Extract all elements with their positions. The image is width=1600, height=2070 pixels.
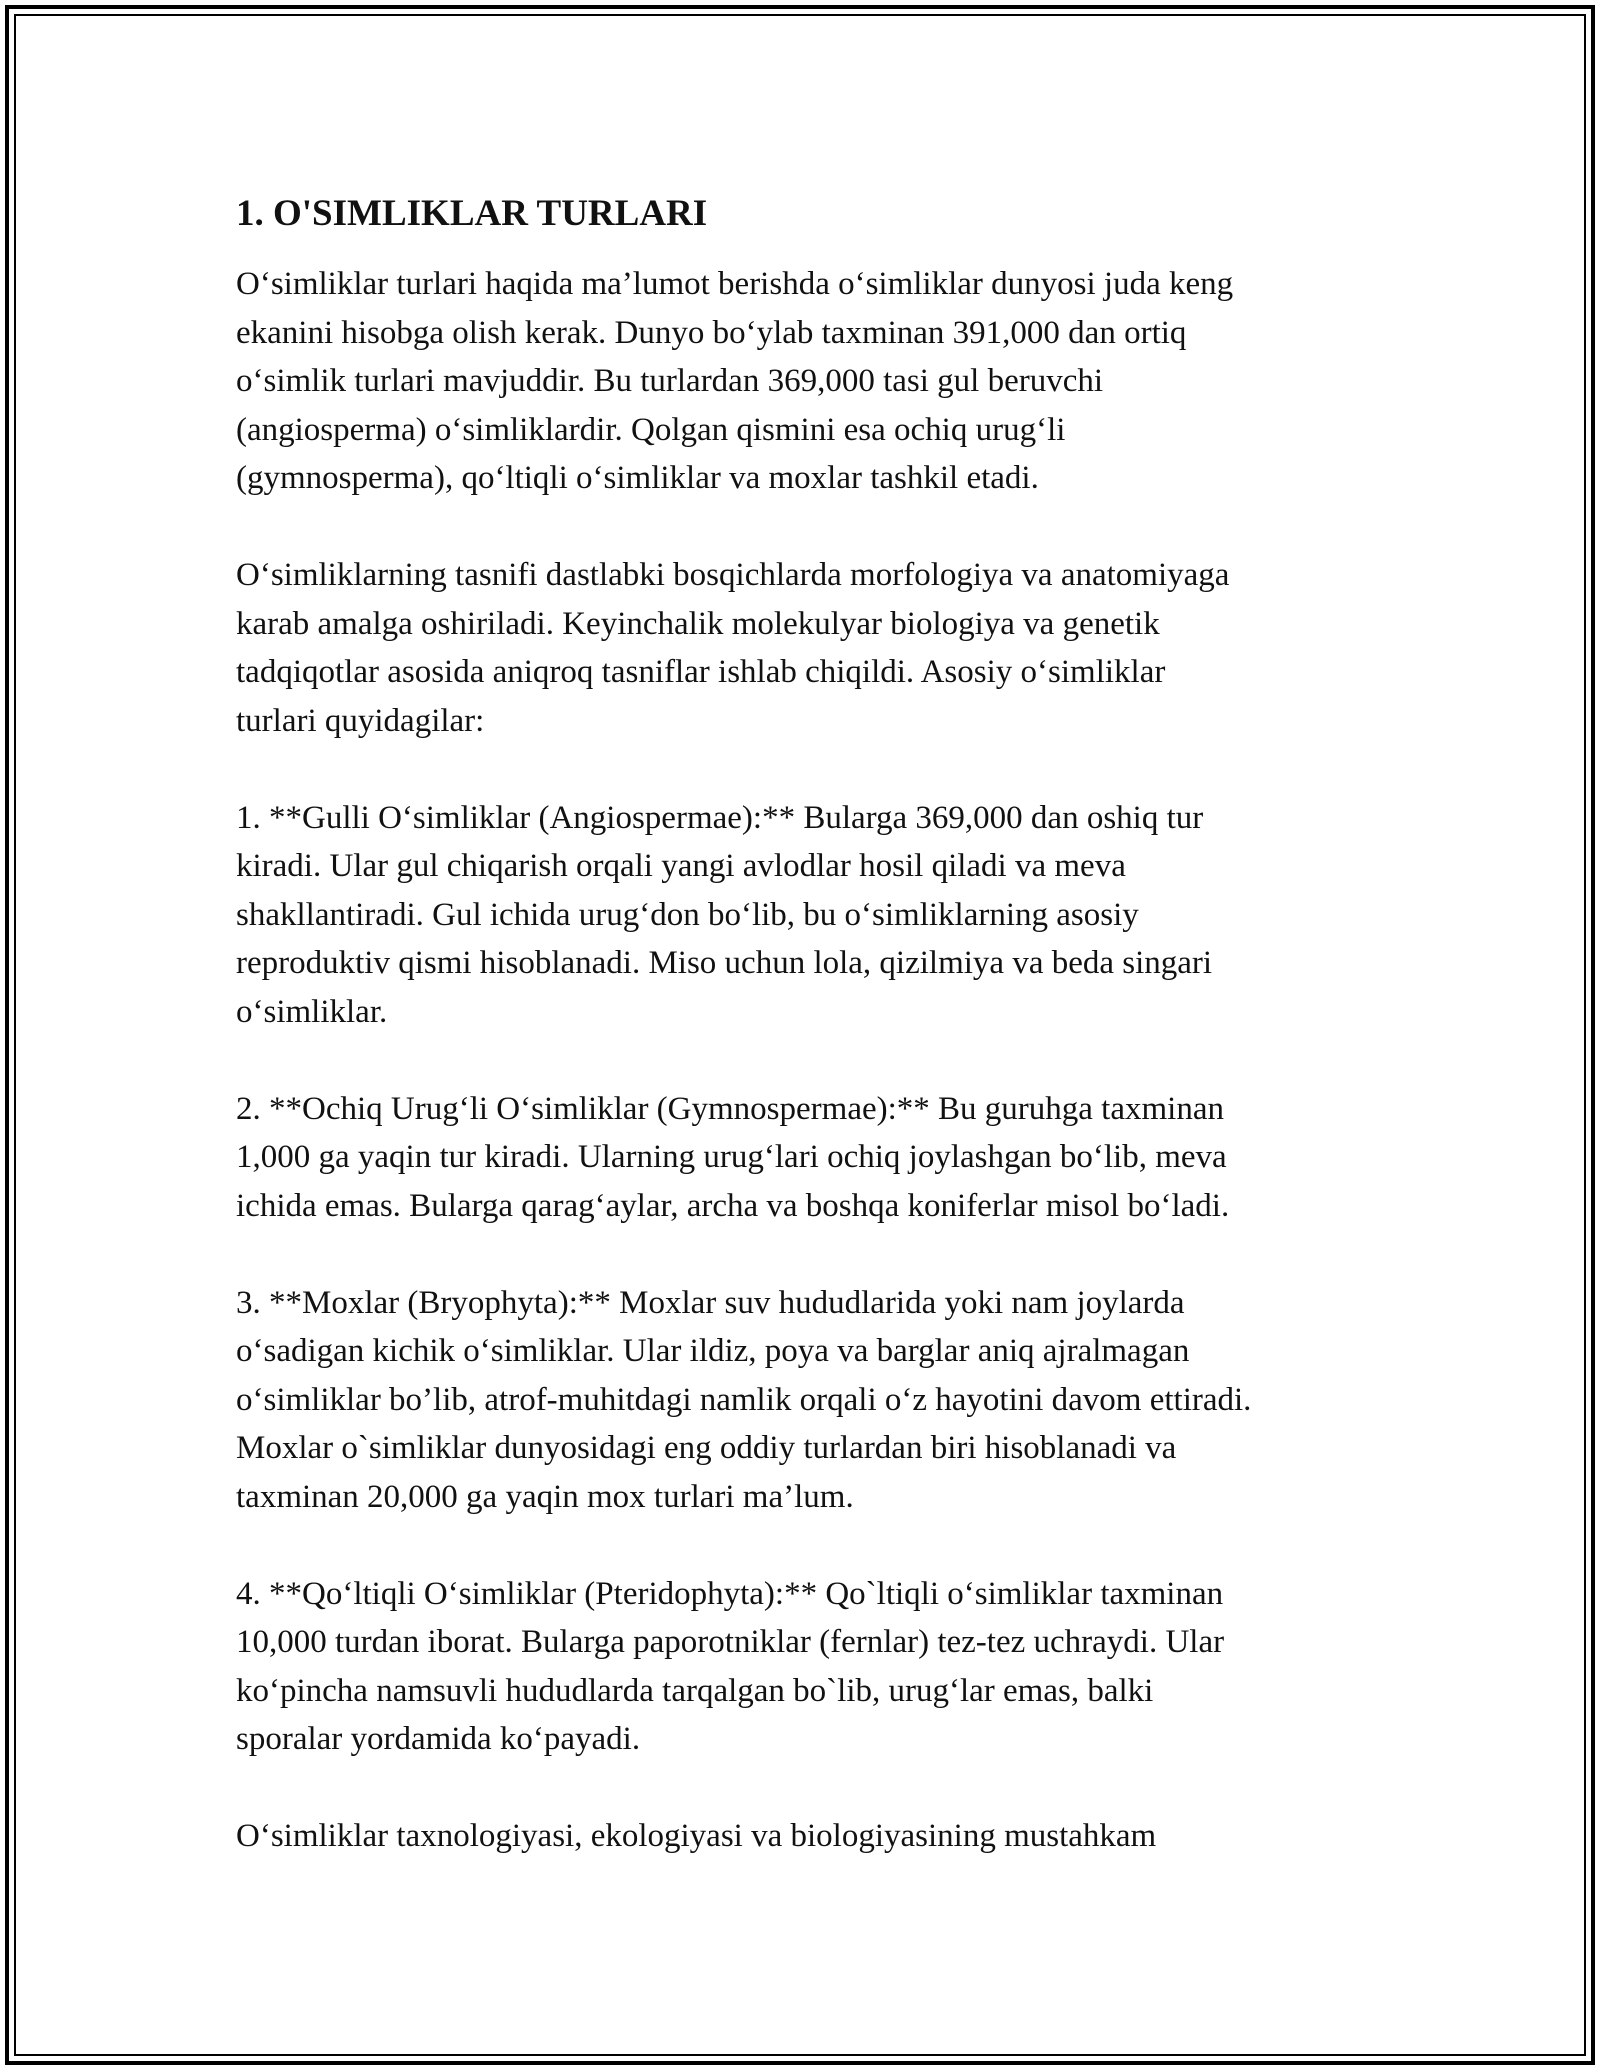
paragraph-gymnospermae xyxy=(236,1085,1376,1231)
text-line: O‘simliklarning tasnifi dastlabki bosqichlarda morfologiya va anatomiyaga xyxy=(236,557,1230,593)
text-line: turlari quyidagilar: xyxy=(236,702,485,739)
text-line: ekanini hisobga olish kerak. Dunyo bo‘ylab taxminan 391,000 dan ortiq xyxy=(236,314,1187,351)
paragraph-angiospermae xyxy=(236,794,1376,1037)
text-line: tadqiqotlar asosida aniqroq tasniflar ishlab chiqildi. Asosiy o‘simliklar xyxy=(236,654,1166,690)
text-line: 10,000 turdan iborat. Bularga paporotniklar (fernlar) tez-tez uchraydi. Ular xyxy=(236,1624,1225,1660)
text-line: o‘sadigan kichik o‘simliklar. Ular ildiz, poya va barglar aniq ajralmagan xyxy=(236,1333,1190,1369)
text-line: 2. **Ochiq Urug‘li O‘simliklar (Gymnospermae):** Bu guruhga taxminan xyxy=(236,1090,1224,1127)
paragraph-intro xyxy=(236,260,1376,503)
paragraph-bryophyta xyxy=(236,1279,1376,1522)
text-line: shakllantiradi. Gul ichida urug‘don bo‘lib, bu o‘simliklarning asosiy xyxy=(236,896,1139,933)
text-line: ko‘pincha namsuvli hududlarda tarqalgan bo`lib, urug‘lar emas, balki xyxy=(236,1672,1154,1709)
paragraph-pteridophyta xyxy=(236,1570,1376,1764)
text-line: O‘simliklar taxnologiyasi, ekologiyasi va biologiyasining mustahkam xyxy=(236,1818,1157,1854)
paragraph-classification xyxy=(236,551,1376,745)
text-line: 3. **Moxlar (Bryophyta):** Moxlar suv hududlarida yoki nam joylarda xyxy=(236,1284,1185,1321)
text-line: taxminan 20,000 ga yaqin mox turlari ma’lum. xyxy=(236,1478,854,1515)
text-line: 4. **Qo‘ltiqli O‘simliklar (Pteridophyta):** Qo`ltiqli o‘simliklar taxminan xyxy=(236,1575,1224,1612)
document-body xyxy=(236,188,1376,1909)
text-line: o‘simliklar. xyxy=(236,993,388,1030)
text-line: 1. **Gulli O‘simliklar (Angiospermae):** Bularga 369,000 dan oshiq tur xyxy=(236,799,1204,836)
text-line: ichida emas. Bularga qarag‘aylar, archa va boshqa koniferlar misol bo‘ladi. xyxy=(236,1187,1230,1224)
text-line: Moxlar o`simliklar dunyosidagi eng oddiy turlardan biri hisoblanadi va xyxy=(236,1430,1177,1466)
text-line: kiradi. Ular gul chiqarish orqali yangi avlodlar hosil qiladi va meva xyxy=(236,848,1126,884)
text-line: (angiosperma) o‘simliklardir. Qolgan qismini esa ochiq urug‘li xyxy=(236,411,1066,448)
text-line: reproduktiv qismi hisoblanadi. Miso uchun lola, qizilmiya va beda singari xyxy=(236,945,1213,981)
text-line: O‘simliklar turlari haqida ma’lumot berishda o‘simliklar dunyosi juda keng xyxy=(236,266,1234,302)
paragraph-closing xyxy=(236,1812,1376,1861)
text-line: o‘simlik turlari mavjuddir. Bu turlardan 369,000 tasi gul beruvchi xyxy=(236,363,1104,399)
text-line: karab amalga oshiriladi. Keyinchalik molekulyar biologiya va genetik xyxy=(236,605,1160,642)
text-line: sporalar yordamida ko‘payadi. xyxy=(236,1721,641,1757)
section-heading: 1. O'SIMLIKLAR TURLARI xyxy=(236,193,708,234)
text-line: (gymnosperma), qo‘ltiqli o‘simliklar va moxlar tashkil etadi. xyxy=(236,460,1039,496)
text-line: o‘simliklar bo’lib, atrof-muhitdagi namlik orqali o‘z hayotini davom ettiradi. xyxy=(236,1381,1252,1418)
text-line: 1,000 ga yaqin tur kiradi. Ularning urug‘lari ochiq joylashgan bo‘lib, meva xyxy=(236,1139,1227,1175)
